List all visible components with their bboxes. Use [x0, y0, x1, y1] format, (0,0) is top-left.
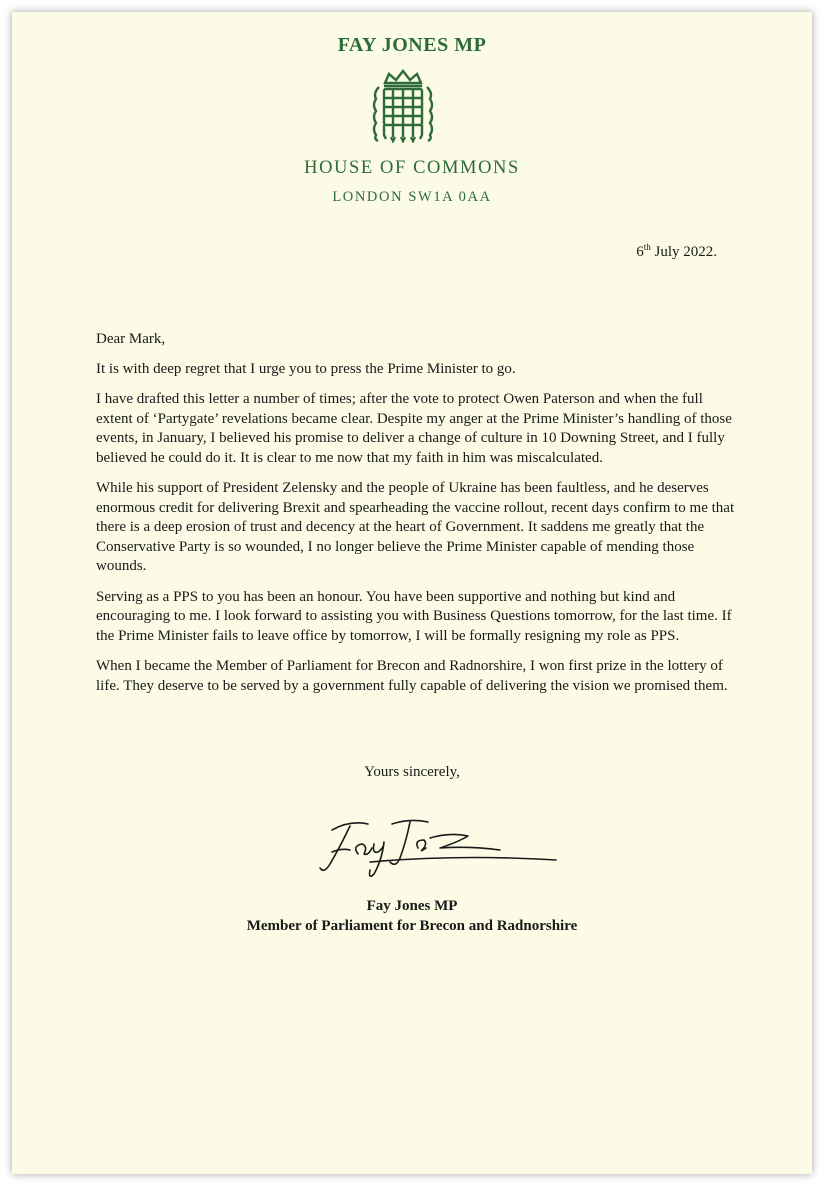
- letter-body: [96, 330, 736, 707]
- date-rest: July 2022.: [650, 244, 717, 260]
- signer-name: Fay Jones MP: [366, 898, 458, 914]
- closing: Yours sincerely,: [364, 764, 460, 780]
- date-suffix: th: [643, 242, 651, 252]
- date-day: 6: [636, 244, 644, 260]
- paragraph: When I became the Member of Parliament for Brecon and Radnorshire, I won first prize in the lottery of life. They deserve to be served by a government fully capable of delivering the vision we promised them.: [96, 658, 728, 694]
- portcullis-icon: [371, 67, 435, 143]
- paragraph: It is with deep regret that I urge you to press the Prime Minister to go.: [96, 360, 516, 377]
- letterhead-address: LONDON SW1A 0AA: [332, 189, 492, 205]
- letter-date: [636, 242, 717, 261]
- letter-page: [12, 12, 812, 1174]
- letterhead-name: FAY JONES MP: [337, 34, 487, 56]
- paragraph: Serving as a PPS to you has been an honour. You have been supportive and nothing but kind and encouraging to me. I look forward to assisting you with Business Questions tomorrow, for the last time. If the Prime Minister fails to leave office by tomorrow, I will be formally resigning my role as PPS.: [96, 588, 732, 644]
- paragraph: I have drafted this letter a number of times; after the vote to protect Owen Paterson and when the full extent of ‘Partygate’ revelations became clear. Despite my anger at the Prime Minister’s handling of those events, in January, I believed his promise to deliver a change of culture in 10 Downing Street, and I fully believed he could do it. It is clear to me now that my faith in him was miscalculated.: [96, 391, 732, 466]
- handwritten-signature: [310, 802, 560, 882]
- signer-role: Member of Parliament for Brecon and Radnorshire: [246, 918, 578, 934]
- house-of-commons: HOUSE OF COMMONS: [304, 158, 520, 178]
- salutation: Dear Mark,: [96, 331, 166, 347]
- paragraph: While his support of President Zelensky and the people of Ukraine has been faultless, and he deserves enormous credit for delivering Brexit and spearheading the vaccine rollout, recent days confirm to me that there is a deep erosion of trust and decency at the heart of Government. It saddens me greatly that the Conservative Party is so wounded, I no longer believe the Prime Minister capable of mending those wounds.: [96, 480, 735, 574]
